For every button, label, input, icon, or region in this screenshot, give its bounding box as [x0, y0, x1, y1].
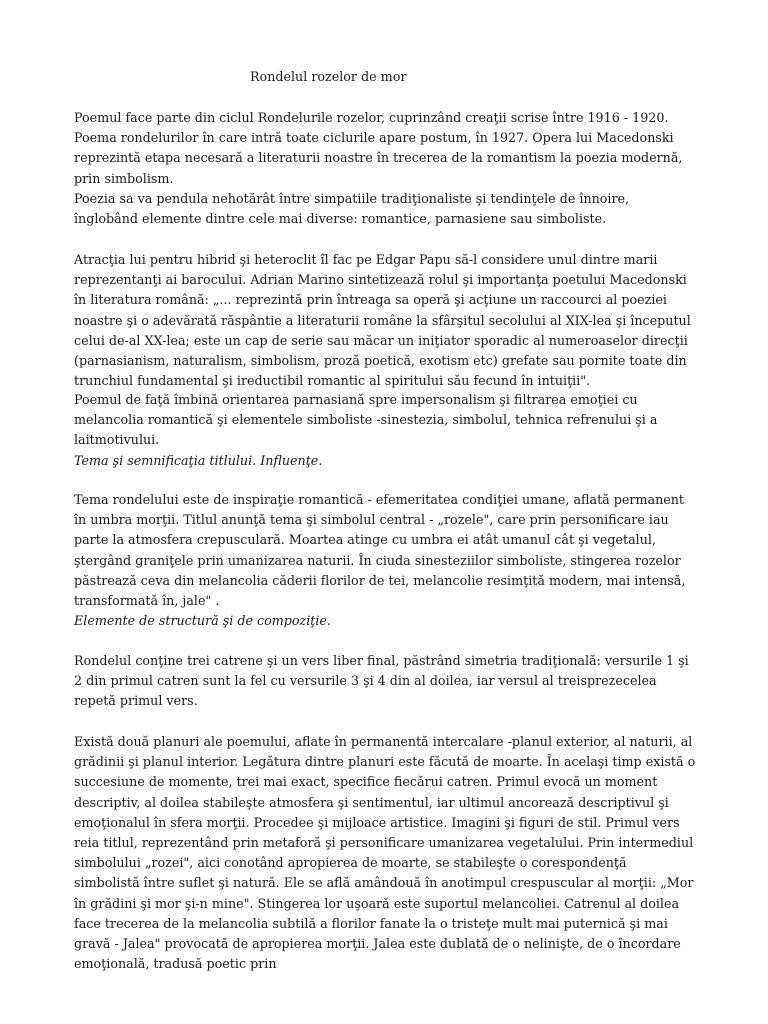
paragraph-poetry-style: Poezia sa va pendula nehotărât între simpatiile tradiţionaliste şi tendinţele de înnoire, înglobând elemente dintre cele mai diverse: romantice, parnasiene sau simboliste.: [74, 191, 630, 227]
paragraph-intro: Poemul face parte din ciclul Rondelurile rozelor, cuprinzând creaţii scrise între 1916 - 1920. Poema rondelurilor în care intră toate ciclurile apare postum, în 1927. Opera lui Macedonski reprezintă etapa necesară a literaturii noastre în trecerea de la romantism la poezia modernă, prin simbolism.: [74, 110, 683, 186]
paragraph-theme: Tema rondelului este de inspiraţie romantică - efemeritatea condiţiei umane, aflată permanent în umbra morţii. Titlul anunţă tema şi simbolul central - „rozele", care prin personificare iau parte la atmosfera crepusculară. Moartea atinge cu umbra ei atât umanul cât şi vegetalul, ştergând graniţele prin umanizarea naturii. În ciuda sinesteziilor simboliste, stingerea rozelor păstrează ceva din melancolia căderii florilor de tei, melancolie resimţită modern, mai intensă, transformată în, jale" .: [74, 492, 686, 609]
section-heading-theme: Tema şi semnificaţia titlului. Influenţe.: [74, 453, 323, 468]
paragraph-planes: Există două planuri ale poemului, aflate în permanentă intercalare -planul exterior, al naturii, al grădinii şi planul interior. Legătura dintre planuri este făcută de moarte. În acelaşi timp există o succesiune de momente, trei mai exact, specifice fiecărui catren. Primul evocă un moment descriptiv, al doilea stabileşte atmosfera şi sentimentul, iar ultimul ancorează descriptivul şi emoţionalul în sfera morţii. Procedee şi mijloace artistice. Imagini şi figuri de stil. Primul vers reia titlul, reprezentând prin metaforă şi personificare umanizarea vegetalului. Prin intermediul simbolului „rozei", aici conotând apropierea de moarte, se stabileşte o corespondenţă simbolistă între suflet şi natură. Ele se află amândouă în anotimpul crespuscular al morţii: „Mor în grădini şi mor şi-n mine". Stingerea lor uşoară este suportul melancoliei. Catrenul al doilea face trecerea de la melancolia subtilă a florilor fanate la o tristeţe mult mai puternică şi mai gravă - Jalea" provocată de apropierea morţii. Jalea este dublată de o nelinişte, de o încordare emoţională, tradusă poetic prin: [74, 734, 696, 972]
paragraph-structure: Rondelul conţine trei catrene şi un vers liber final, păstrând simetria tradiţională: versurile 1 şi 2 din primul catren sunt la fel cu versurile 3 şi 4 din al doilea, iar versul al treisprezecelea repetă primul vers.: [74, 653, 689, 709]
section-heading-structure: Elemente de structură şi de compoziţie.: [74, 613, 331, 628]
document-title: Rondelul rozelor de mor: [250, 69, 407, 84]
paragraph-poem-orientation: Poemul de faţă îmbină orientarea parnasiană spre impersonalism şi filtrarea emoţiei cu melancolia romantică şi elementele simboliste -sinestezia, simbolul, tehnica refrenului şi a laitmotivului.: [74, 392, 658, 448]
paragraph-marino-quote: Atracţia lui pentru hibrid şi heteroclit îl fac pe Edgar Papu să-l considere unul dintre marii reprezentanţi ai barocului. Adrian Marino sintetizează rolul şi importanţa poetului Macedonski în literatura română: „... reprezintă prin întreaga sa operă şi acţiune un raccourci al poeziei noastre şi o adevărată răspântie a literaturii române la sfârşitul secolului al XIX-lea şi începutul celui de-al XX-lea; este un cap de serie sau măcar un iniţiator sporadic al numeroaselor direcţii (parnasianism, naturalism, simbolism, proză poetică, exotism etc) grefate sau pornite toate din trunchiul fundamental şi ireductibil romantic al spiritului său fecund în intuiţii".: [74, 252, 691, 389]
